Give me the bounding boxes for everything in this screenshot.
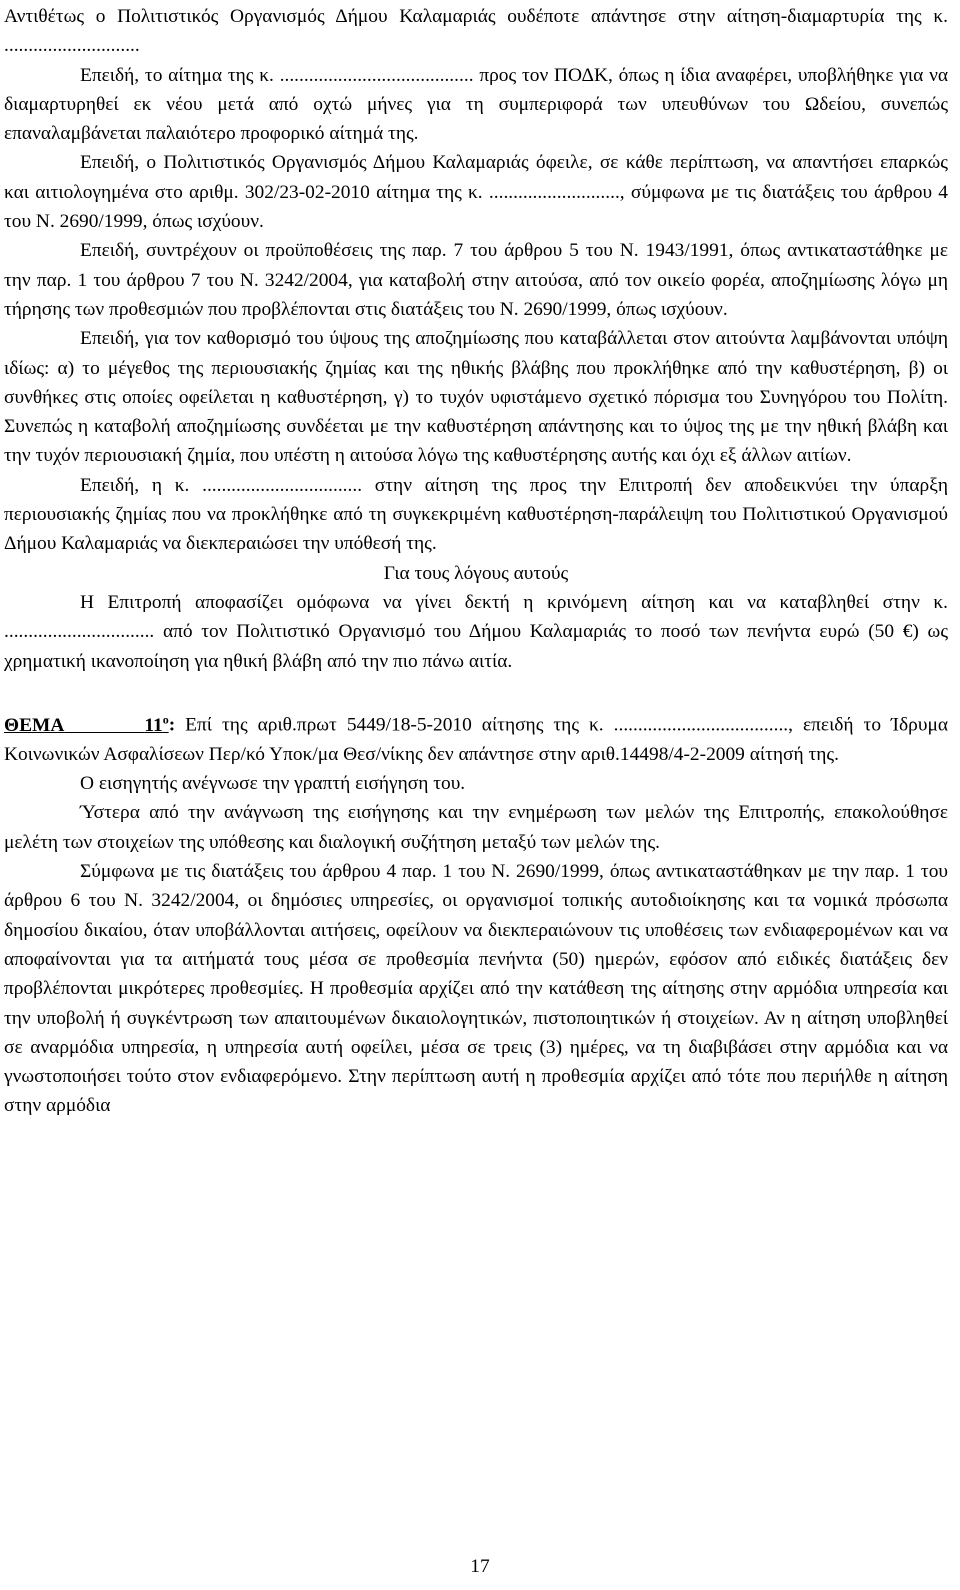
paragraph: Επειδή, η κ. ................................. στην αίτηση της προς την Επιτροπή δεν αποδεικνύει την ύπαρξη περιουσιακής ζημίας που να προκλήθηκε από τη συγκεκριμένη καθυστέρηση-παράλειψη του Πολιτιστικού Οργανισμού Δήμου Καλαμαριάς να διεκπεραιώσει την υπόθεσή της.	[4, 474, 948, 555]
paragraph: Η Επιτροπή αποφασίζει ομόφωνα να γίνει δεκτή η κρινόμενη αίτηση και να καταβληθεί στην κ. ............................... από τον Πολιτιστικό Οργανισμό του Δήμου Καλαμαριάς το ποσό των πενήντα ευρώ (50 €) ως χρηματική ικανοποίηση για ηθική βλάβη από την πιο πάνω αιτία.	[4, 591, 948, 672]
theme-text: Επί της αριθ.πρωτ 5449/18-5-2010 αίτησης της κ. ...................................., επειδή το Ίδρυμα Κοινωνικών Ασφαλίσεων Περ/κό Υποκ/μα Θεσ/νίκης δεν απάντησε στην αριθ.14498/4-2-2009 αίτησή της.	[4, 714, 948, 765]
theme-label: ΘΕΜΑ $11^o$	[4, 712, 169, 736]
paragraph: Επειδή, για τον καθορισμό του ύψους της αποζημίωσης που καταβάλλεται στον αιτούντα λαμβάνονται υπόψη ιδίως: α) το μέγεθος της περιουσιακής ζημίας και της ηθικής βλάβης που προκλήθηκε από την καθυστέρηση, β) οι συνθήκες στις οποίες οφείλεται η καθυστέρηση, γ) το τυχόν υφιστάμενο σχετικό πόρισμα του Συνηγόρου του Πολίτη. Συνεπώς η καταβολή αποζημίωσης συνδέεται με την καθυστέρηση απάντησης και το ύψος της με την ηθική βλάβη και την τυχόν περιουσιακή ζημία, που υπέστη η αιτούσα λόγω της καθυστέρησης αυτής και όχι εξ άλλων αιτίων.	[4, 328, 948, 467]
page-number: 17	[470, 1556, 490, 1577]
theme-paragraph	[4, 705, 948, 769]
spacer	[4, 676, 948, 705]
theme-colon: :	[168, 714, 176, 736]
document-body	[4, 0, 948, 1121]
paragraph: Αντιθέτως ο Πολιτιστικός Οργανισμός Δήμου Καλαμαριάς ουδέποτε απάντησε στην αίτηση-διαμαρτυρία της κ. ............................	[4, 6, 948, 57]
paragraph: Ύστερα από την ανάγνωση της εισήγησης και την ενημέρωση των μελών της Επιτροπής, επακολούθησε μελέτη των στοιχείων της υπόθεσης και διαλογική συζήτηση μεταξύ των μελών της.	[4, 802, 948, 853]
paragraph: Επειδή, συντρέχουν οι προϋποθέσεις της παρ. 7 του άρθρου 5 του Ν. 1943/1991, όπως αντικαταστάθηκε με την παρ. 1 του άρθρου 7 του Ν. 3242/2004, για καταβολή στην αιτούσα, από τον οικείο φορέα, αποζημίωσης λόγω μη τήρησης των προθεσμιών που προβλέπονται στις διατάξεις του Ν. 2690/1999, όπως ισχύουν.	[4, 240, 948, 320]
paragraph: Επειδή, ο Πολιτιστικός Οργανισμός Δήμου Καλαμαριάς όφειλε, σε κάθε περίπτωση, να απαντήσει επαρκώς και αιτιολογημένα στο αριθμ. 302/23-02-2010 αίτημα της κ. ..........................., σύμφωνα με τις διατάξεις του άρθρου 4 του Ν. 2690/1999, όπως ισχύουν.	[4, 152, 948, 233]
theme-ordinal: ο	[162, 712, 169, 727]
paragraph: Ο εισηγητής ανέγνωσε την γραπτή εισήγηση του.	[80, 773, 466, 795]
paragraph: Επειδή, το αίτημα της κ. ........................................ προς τον ΠΟΔΚ, όπως η ίδια αναφέρει, υποβλήθηκε για να διαμαρτυρηθεί εκ νέου μετά από οχτώ μήνες για τη συμπεριφορά των υπευθύνων του Ωδείου, συνεπώς επαναλαμβάνεται παλαιότερο προφορικό αίτημά της.	[4, 64, 948, 145]
paragraph: Σύμφωνα με τις διατάξεις του άρθρου 4 παρ. 1 του Ν. 2690/1999, όπως αντικαταστάθηκαν με την παρ. 1 του άρθρου 6 του Ν. 3242/2004, οι δημόσιες υπηρεσίες, οι οργανισμοί τοπικής αυτοδιοίκησης και τα νομικά πρόσωπα δημοσίου δικαίου, όταν υποβάλλονται αιτήσεις, οφείλουν να διεκπεραιώνουν τις υποθέσεις των ενδιαφερομένων και να αποφαίνονται για τα αιτήματά τους μέσα σε προθεσμία πενήντα (50) ημερών, εφόσον από ειδικές διατάξεις δεν προβλέπονται μικρότερες προθεσμίες. Η προθεσμία αρχίζει από την κατάθεση της αίτησης στην αρμόδια υπηρεσία και την υποβολή ή συγκέντρωση των απαιτουμένων δικαιολογητικών, πιστοποιητικών ή στοιχείων. Αν η αίτηση υποβληθεί σε αναρμόδια υπηρεσία, η υπηρεσία αυτή οφείλει, μέσα σε τρεις (3) ημέρες, να τη διαβιβάσει στην αρμόδια και να γνωστοποιήσει τούτο στον ενδιαφερόμενο. Στην περίπτωση αυτή η προθεσμία αρχίζει από τότε που περιήλθε η αίτηση στην αρμόδια	[4, 861, 948, 1117]
section-heading: Για τους λόγους αυτούς	[383, 562, 569, 584]
